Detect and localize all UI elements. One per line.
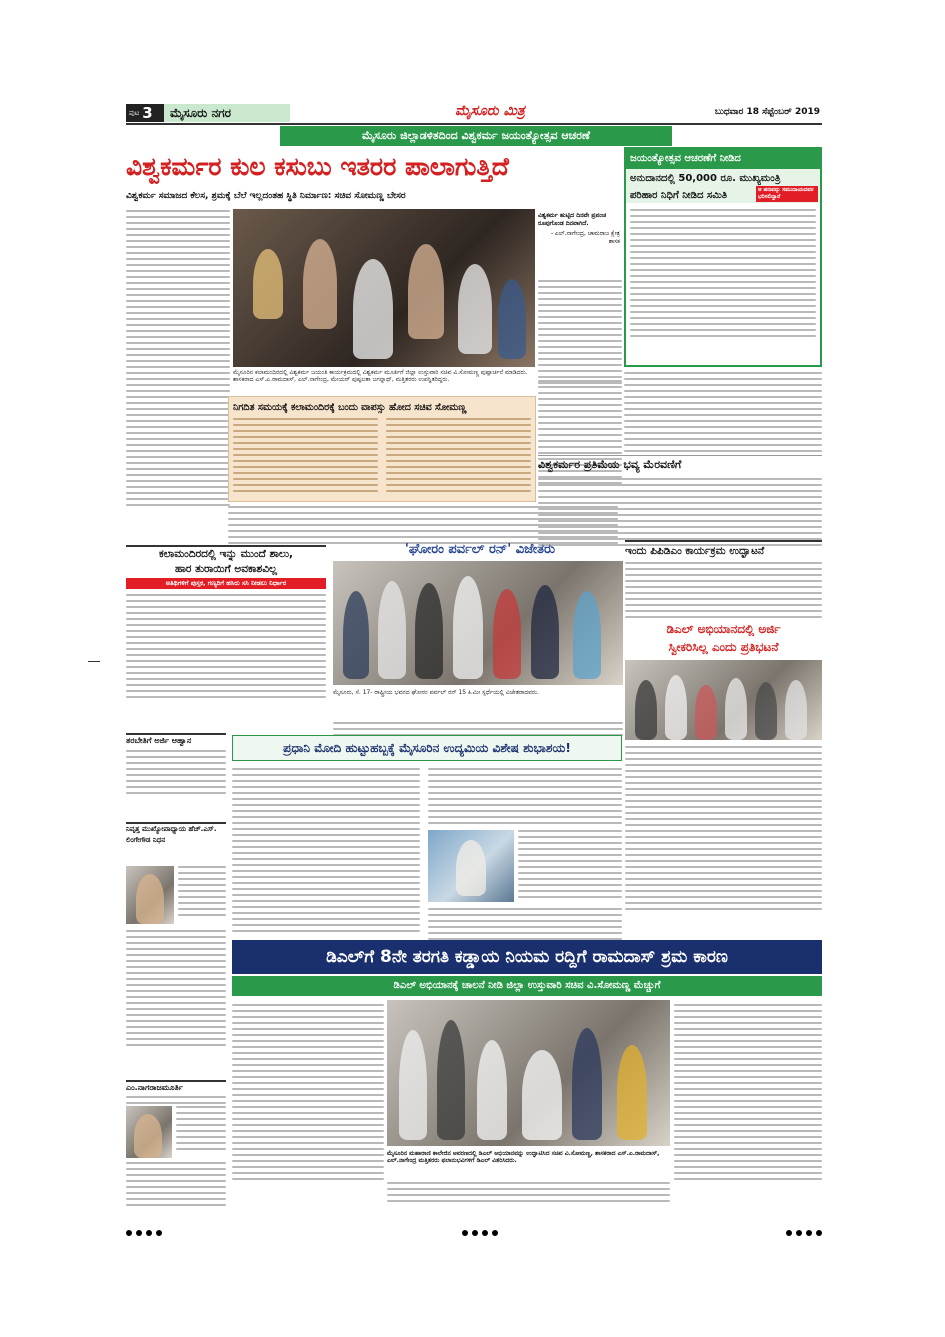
bottom-headline-text: ಡಿಎಲ್‌ಗೆ 8ನೇ ತರಗತಿ ಕಡ್ಡಾಯ ನಿಯಮ ರದ್ದಿಗೆ ರಾಮದಾಸ್ ಶ್ರಮ ಕಾರಣ: [326, 947, 728, 967]
lead-subhead-text: ವಿಶ್ವಕರ್ಮ ಸಮಾಜದ ಕೆಲಸ, ಶ್ರಮಕ್ಕೆ ಬೆಲೆ ಇಲ್ಲದಂತಹ ಸ್ಥಿತಿ ನಿರ್ಮಾಣ: ಸಚಿವ ಸೋಮಣ್ಣ ಬೇಸರ: [126, 191, 406, 201]
protest-headline-1: ಡಿಎಲ್ ಅಭಿಯಾನದಲ್ಲಿ ಅರ್ಜಿ: [666, 622, 781, 636]
masthead-rule: [126, 123, 822, 125]
reg-mark: [146, 1230, 152, 1236]
school-tag-text: ಅತಿಥಿಗಳಿಗೆ ಪುಸ್ತಕ, ಗಣ್ಯರಿಗೆ ಹಸಿರು ಸಸಿ ನೀಡಲು ನಿರ್ಧಾರ: [165, 579, 287, 587]
brief-1-title: [126, 733, 226, 745]
newspaper-logo: [435, 100, 545, 122]
obit-1-body-more: [126, 930, 226, 1050]
reg-mark: [796, 1230, 802, 1236]
protest-story-body: [625, 746, 822, 914]
protest-headline-2: ಸ್ವೀಕರಿಸಿಲ್ಲ ಎಂದು ಪ್ರತಿಭಟನೆ: [668, 640, 779, 654]
run-photo-caption: [333, 689, 623, 719]
protest-story-headline: [625, 620, 822, 656]
grant-headline-3: [626, 188, 820, 203]
idol-story-headline: [538, 455, 822, 473]
idol-headline-text: ವಿಶ್ವಕರ್ಮರ ಪ್ರತಿಮೆಯ ಭವ್ಯ ಮೆರವಣಿಗೆ: [538, 458, 682, 471]
reg-mark: [472, 1230, 478, 1236]
reg-mark: [492, 1230, 498, 1236]
school-story-body: [126, 594, 326, 702]
bottom-story-subhead: [232, 976, 822, 996]
run-caption-text: ಮೈಸೂರು, ಸೆ. 17- ರಾಷ್ಟ್ರೀಯ ಭವನದ ಘೋರಂ ಪರ್ವಲ್ ರನ್ 15 ಕಿ.ಮೀ ಸ್ಪರ್ಧೆಯಲ್ಲಿ ವಿಜೇತರಾದವರು.: [333, 689, 539, 696]
lead-headline: [126, 147, 616, 187]
modi-story-body-3: [518, 830, 622, 902]
reg-mark: [806, 1230, 812, 1236]
pvd-story-headline: [625, 540, 822, 558]
reg-mark: [482, 1230, 488, 1236]
quote-author: - ಎಲ್.ನಾಗೇಂದ್ರ, ಚಾಮರಾಜ ಕ್ಷೇತ್ರ ಶಾಸಕ: [550, 230, 620, 245]
bottom-photo-caption: [387, 1150, 670, 1178]
run-headline-text: 'ಘೋರಂ ಪರ್ವಲ್ ರನ್' ವಿಜೇತರು: [404, 542, 556, 557]
lead-photo-caption: [233, 369, 535, 393]
modi-story-body-2: [428, 768, 622, 828]
run-story-headline: [340, 540, 620, 560]
kicker-text: ಮೈಸೂರು ಜಿಲ್ಲಾಡಳಿತದಿಂದ ವಿಶ್ವಕರ್ಮ ಜಯಂತ್ಯೋತ್ಸವ ಆಚರಣೆ: [362, 129, 590, 142]
grant-sidebar-box: [624, 147, 822, 367]
bottom-story-headline-band: [232, 940, 822, 974]
reg-mark: [462, 1230, 468, 1236]
lead-body-col3: [538, 280, 622, 388]
bottom-story-photo: [387, 1000, 670, 1146]
modi-story-headline: [232, 735, 622, 761]
obit-2-title-text: ಎಂ.ನಾಗರಾಜಮೂರ್ತಿ: [126, 1083, 183, 1092]
obit-1-title: [126, 822, 226, 844]
bottom-subhead-text: ಡಿಎಲ್ ಅಭಿಯಾನಕ್ಕೆ ಚಾಲನೆ ನೀಡಿ ಜಿಲ್ಲಾ ಉಸ್ತುವಾರಿ ಸಚಿವ ವಿ.ಸೋಮಣ್ಣ ಮೆಚ್ಚುಗೆ: [393, 980, 661, 991]
pvd-headline-text: ಇಂದು ಪಿಪಿಡಿಎಂ ಕಾರ್ಯಕ್ರಮ ಉದ್ಘಾಟನೆ: [625, 545, 765, 557]
lead-body-col1: [126, 210, 230, 510]
reg-mark: [816, 1230, 822, 1236]
protest-photo: [625, 660, 822, 740]
page-label: ಪುಟ: [129, 108, 140, 117]
obit-1-body: [178, 866, 226, 920]
bottom-caption-text: ಮೈಸೂರಿನ ಮಹಾರಾಣಿ ಕಾಲೇಜಿನ ಆವರಣದಲ್ಲಿ ಡಿಎಲ್ ಅಭಿಯಾನವನ್ನು ಉದ್ಘಾಟಿಸಿದ ಸಚಿವ ವಿ.ಸೋಮಣ್ಣ, ಶಾಸಕರಾದ ಎಸ್.ಎ.ರಾಮದಾಸ್, ಎಲ್.ನಾಗೇಂದ್ರ ಮತ್ತಿತರರು ಫಲಾನುಭವಿಗಳಿಗೆ ಡಿಎಲ್ ವಿತರಿಸಿದರು.: [387, 1150, 660, 1164]
issue-date-text: ಬುಧವಾರ 18 ಸೆಪ್ಟೆಂಬರ್ 2019: [714, 107, 820, 117]
reg-mark: [156, 1230, 162, 1236]
grant-tag: ಆ ಹಣವನ್ನು ಸಮುದಾಯದವರ ಭರಿಸಲಿದ್ದಾರೆ: [756, 186, 818, 202]
modi-headline-text: ಪ್ರಧಾನಿ ಮೋದಿ ಹುಟ್ಟುಹಬ್ಬಕ್ಕೆ ಮೈಸೂರಿನ ಉದ್ಯಮಿಯ ವಿಶೇಷ ಶುಭಾಶಯ!: [283, 741, 571, 755]
kicker-banner: [280, 126, 672, 146]
grant-headline-2: ಅನುದಾನದಲ್ಲಿ 50,000 ರೂ. ಮುಖ್ಯಮಂತ್ರಿ: [626, 169, 820, 188]
school-story-headline: [126, 545, 326, 577]
reg-mark: [126, 1230, 132, 1236]
obit-1-title-text: ನಿವೃತ್ತ ಮುಖ್ಯೋಪಾಧ್ಯಾಯ ಹೆಚ್.ಎಸ್. ಲಿಂಗೇಗೌಡ ನಿಧನ: [126, 825, 217, 844]
quote-text: ವಿಶ್ವಕರ್ಮ ಹುಟ್ಟಿದ ದಿನವೇ ಪ್ರಪಂಚ ರೂಪುಗೊಂಡ ದಿನವಾಗಿದೆ.: [538, 212, 607, 227]
issue-date: [700, 104, 820, 120]
modi-story-body-1: [232, 768, 420, 936]
pvd-story-body: [625, 562, 822, 622]
modi-greeting-image: [428, 830, 514, 902]
brief-1-body: [126, 750, 226, 798]
sidebar-continuation: [624, 372, 822, 456]
brief-title-text: ತರಬೇತಿಗೆ ಅರ್ಜಿ ಆಹ್ವಾನ: [126, 736, 192, 745]
margin-mark: [88, 661, 100, 662]
lead-subhead: [126, 188, 620, 204]
lead-photo: [233, 209, 535, 367]
bottom-story-under-photo: [387, 1182, 670, 1206]
highlight-box: [228, 396, 536, 502]
grant-box-header: [626, 149, 820, 169]
bottom-story-col1: [232, 1004, 384, 1184]
obit-2-photo: [126, 1106, 172, 1158]
obit-2-title: [126, 1080, 226, 1092]
lead-caption-text: ಮೈಸೂರಿನ ಕಲಾಮಂದಿರದಲ್ಲಿ ವಿಶ್ವಕರ್ಮ ಜಯಂತಿ ಕಾರ್ಯಕ್ರಮದಲ್ಲಿ ವಿಶ್ವಕರ್ಮ ಮೂರ್ತಿಗೆ ಜಿಲ್ಲಾ ಉಸ್ತುವಾರಿ ಸಚಿವ ವಿ.ಸೋಮಣ್ಣ ಪುಷ್ಪಾರ್ಚನೆ ಮಾಡಿದರು. ಶಾಸಕರಾದ ಎಸ್.ಎ.ರಾಮದಾಸ್, ಎಲ್.ನಾಗೇಂದ್ರ, ಮೇಯರ್ ಪುಷ್ಪಲತಾ ಜಗನ್ನಾಥ್, ಮತ್ತಿತರರು ಉಪಸ್ಥಿತರಿದ್ದರು.: [233, 369, 528, 383]
grant-headline-1: ಜಯಂತ್ಯೋತ್ಸವ ಆಚರಣೆಗೆ ನೀಡಿದ: [630, 153, 741, 164]
reg-mark: [786, 1230, 792, 1236]
school-headline-1: ಕಲಾಮಂದಿರದಲ್ಲಿ ಇನ್ನು ಮುಂದೆ ಶಾಲು,: [158, 548, 294, 560]
bottom-story-col3: [674, 1004, 822, 1184]
school-headline-2: ಹಾರ ತುರಾಯಿಗೆ ಅವಕಾಶವಿಲ್ಲ: [174, 563, 278, 575]
lead-headline-text: ವಿಶ್ವಕರ್ಮರ ಕುಲ ಕಸುಬು ಇತರರ ಪಾಲಾಗುತ್ತಿದೆ: [126, 152, 509, 181]
highlight-box-title: ನಿಗದಿತ ಸಮಯಕ್ಕೆ ಕಲಾಮಂದಿರಕ್ಕೆ ಬಂದು ವಾಪಸ್ಸು ಹೋದ ಸಚಿವ ಸೋಮಣ್ಣ: [233, 402, 467, 413]
section-name: [164, 104, 290, 122]
modi-story-body-4: [428, 908, 622, 944]
section-label: ಮೈಸೂರು ನಗರ: [170, 106, 232, 120]
obit-2-body: [176, 1106, 226, 1154]
page-number-badge: [126, 104, 164, 122]
school-story-tag: [126, 578, 326, 589]
grant-headline-3-text: ಪರಿಹಾರ ನಿಧಿಗೆ ನೀಡಿದ ಸಮಿತಿ: [630, 190, 728, 201]
obit-2-body-more: [126, 1162, 226, 1210]
run-winners-photo: [333, 561, 623, 685]
obit-1-photo: [126, 866, 174, 924]
lead-quote: [538, 212, 620, 272]
page-number: 3: [142, 104, 153, 122]
reg-mark: [136, 1230, 142, 1236]
logo-text: ಮೈಸೂರು ಮಿತ್ರ: [455, 103, 525, 119]
